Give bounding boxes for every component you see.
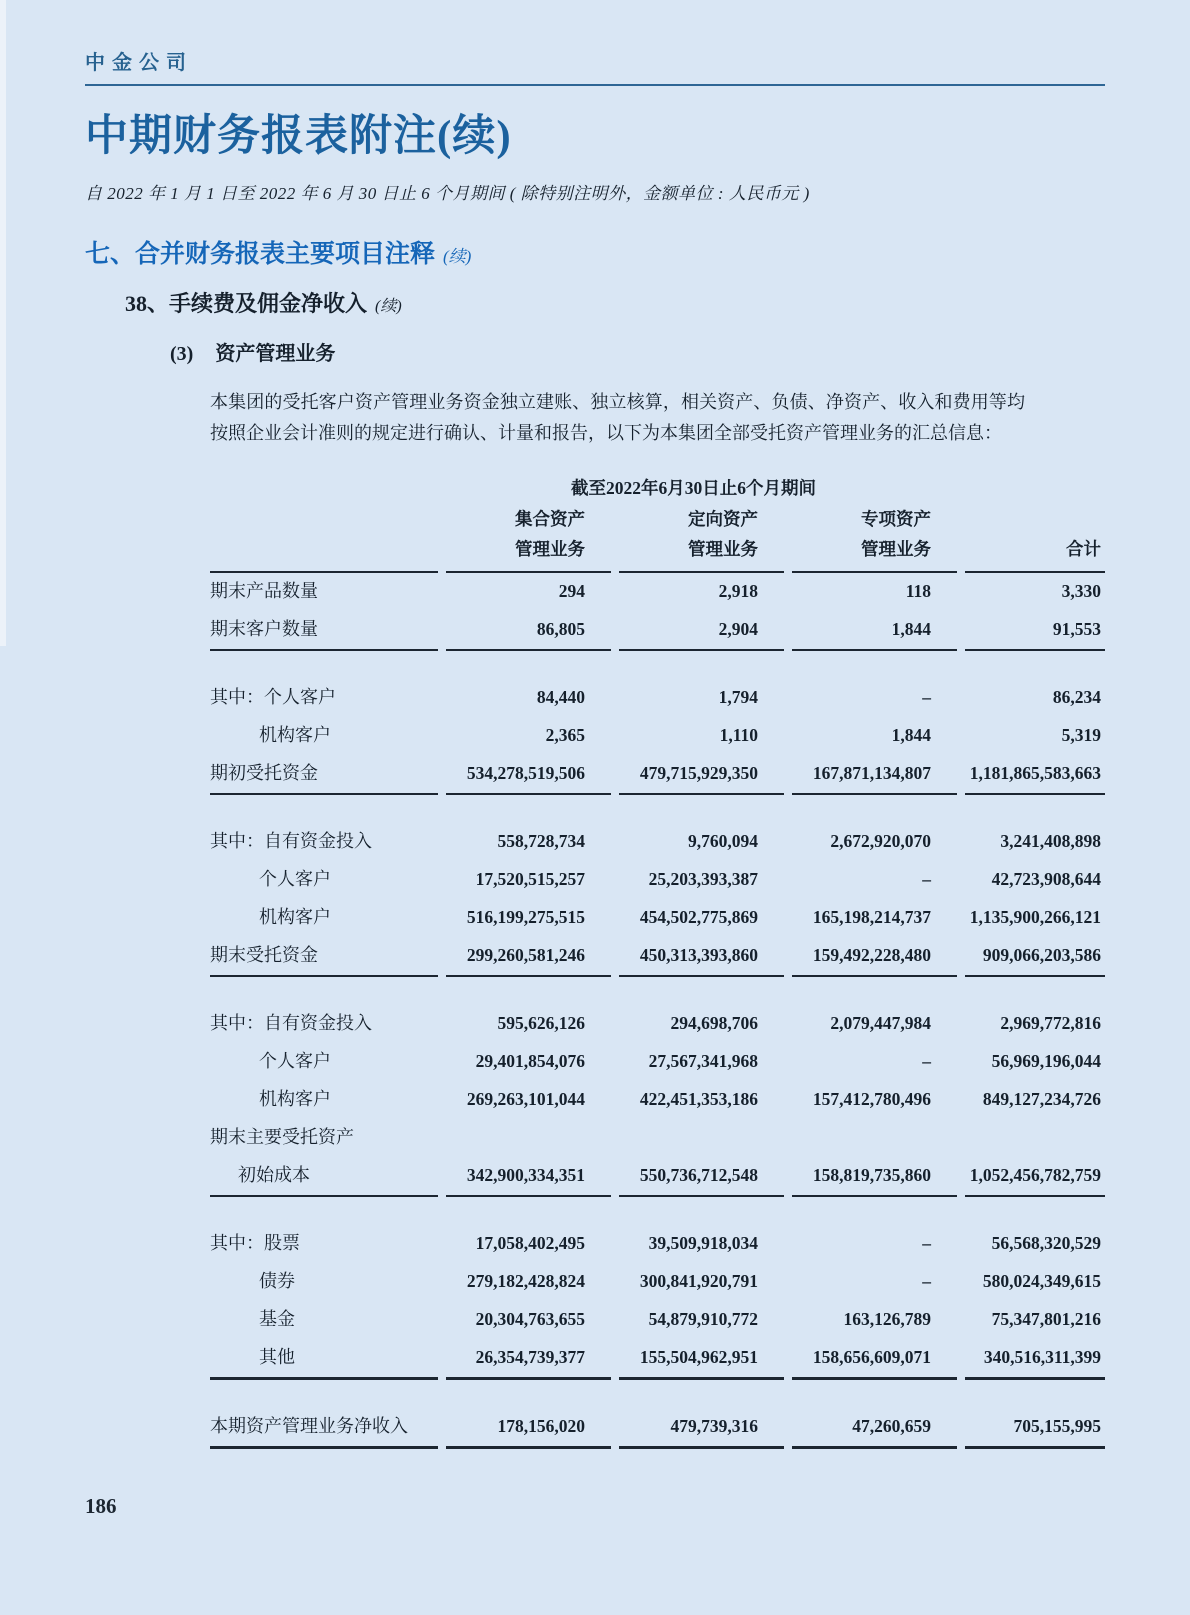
page-edge-artifact <box>0 0 6 646</box>
cell-total: 340,516,311,399 <box>965 1339 1105 1380</box>
cell-total: 1,052,456,782,759 <box>965 1157 1105 1197</box>
cell-directed: 479,739,316 <box>619 1408 784 1449</box>
table-row <box>210 977 1105 1005</box>
column-header-blank <box>210 561 438 573</box>
header-divider <box>85 84 1105 86</box>
table-row <box>210 1119 1105 1157</box>
cell-collective: 84,440 <box>536 687 585 707</box>
cell-special: 157,412,780,496 <box>812 1089 931 1109</box>
table-period-header: 截至2022年6月30日止6个月期间 <box>571 478 816 498</box>
cell-total: 1,135,900,266,121 <box>969 907 1101 927</box>
brand-text: 中金公司 <box>85 52 193 74</box>
cell-total: 75,347,801,216 <box>991 1309 1101 1329</box>
cell-directed: 25,203,393,387 <box>648 869 758 889</box>
column-header-line1: 专项资产 <box>861 509 931 529</box>
row-label: 期末受托资金 <box>210 937 438 977</box>
row-label: 期末主要受托资产 <box>210 1127 354 1147</box>
body-paragraph: 本集团的受托客户资产管理业务资金独立建账、独立核算，相关资产、负债、净资产、收入和费用等均按照企业会计准则的规定进行确认、计量和报告，以下为本集团全部受托资产管理业务的汇总信息： <box>210 392 1025 443</box>
cell-collective <box>446 1143 611 1157</box>
row-label: 机构客户 <box>259 907 331 927</box>
table-row <box>210 679 1105 717</box>
row-label: 期末产品数量 <box>210 581 318 601</box>
table-row <box>210 1263 1105 1301</box>
cell-special: – <box>922 1051 931 1071</box>
cell-total: 56,969,196,044 <box>991 1051 1101 1071</box>
cell-collective: 269,263,101,044 <box>466 1089 585 1109</box>
cell-collective: 20,304,763,655 <box>475 1309 585 1329</box>
column-header-line1: 集合资产 <box>515 509 585 529</box>
cell-collective: 595,626,126 <box>497 1013 585 1033</box>
table-row <box>210 823 1105 861</box>
row-label: 债券 <box>259 1271 295 1291</box>
row-label: 期初受托资金 <box>210 755 438 795</box>
table-column-headers <box>210 507 1105 573</box>
row-label: 期末客户数量 <box>210 611 438 651</box>
page-number: 186 <box>85 1494 117 1518</box>
asset-management-summary-table <box>210 475 1105 1449</box>
cell-special: – <box>922 1233 931 1253</box>
cell-directed: 300,841,920,791 <box>639 1271 758 1291</box>
cell-special: 159,492,228,480 <box>792 937 957 977</box>
row-label: 其中：自有资金投入 <box>210 1013 372 1033</box>
cell-collective: 516,199,275,515 <box>466 907 585 927</box>
continuation-suffix: (续) <box>375 298 402 315</box>
cell-special: 167,871,134,807 <box>792 755 957 795</box>
row-label: 其他 <box>210 1339 438 1380</box>
cell-total: 580,024,349,615 <box>982 1271 1101 1291</box>
cell-directed: 27,567,341,968 <box>648 1051 758 1071</box>
cell-directed: 454,502,775,869 <box>639 907 758 927</box>
cell-special: 2,079,447,984 <box>830 1013 931 1033</box>
column-header-line2: 管理业务 <box>861 539 931 559</box>
table-row <box>210 755 1105 795</box>
cell-directed: 294,698,706 <box>670 1013 758 1033</box>
cell-collective: 86,805 <box>446 611 611 651</box>
cell-special: 1,844 <box>891 725 931 745</box>
section-heading-level3-number: (3) <box>170 343 194 365</box>
column-header-line1 <box>965 507 1101 537</box>
cell-total: 42,723,908,644 <box>991 869 1101 889</box>
cell-collective: 17,058,402,495 <box>475 1233 585 1253</box>
table-row <box>210 1005 1105 1043</box>
table-row <box>210 1043 1105 1081</box>
cell-collective: 2,365 <box>545 725 585 745</box>
cell-special: 165,198,214,737 <box>812 907 931 927</box>
cell-directed: 1,794 <box>718 687 758 707</box>
cell-special: 158,819,735,860 <box>792 1157 957 1197</box>
table-row <box>210 611 1105 651</box>
cell-special: – <box>922 687 931 707</box>
row-label: 其中：个人客户 <box>210 687 336 707</box>
row-label: 机构客户 <box>259 1089 331 1109</box>
section-heading-level3-text: 资产管理业务 <box>215 343 336 365</box>
page-title: 中期财务报表附注(续) <box>85 113 512 160</box>
cell-collective: 279,182,428,824 <box>466 1271 585 1291</box>
cell-special: 47,260,659 <box>792 1408 957 1449</box>
column-header-line2: 管理业务 <box>688 539 758 559</box>
cell-collective: 558,728,734 <box>497 831 585 851</box>
table-row <box>210 1339 1105 1380</box>
column-header-special <box>792 507 957 573</box>
row-label: 个人客户 <box>259 869 331 889</box>
cell-total: 5,319 <box>1061 725 1101 745</box>
cell-special: – <box>922 1271 931 1291</box>
cell-total: 3,241,408,898 <box>1000 831 1101 851</box>
cell-special: 118 <box>905 581 931 601</box>
row-label: 其中：自有资金投入 <box>210 831 372 851</box>
cell-directed: 54,879,910,772 <box>648 1309 758 1329</box>
cell-total: 91,553 <box>965 611 1105 651</box>
table-row <box>210 937 1105 977</box>
row-label: 其中：股票 <box>210 1233 300 1253</box>
cell-special: 163,126,789 <box>843 1309 931 1329</box>
column-header-line2: 合计 <box>1066 539 1101 559</box>
cell-collective: 26,354,739,377 <box>446 1339 611 1380</box>
cell-directed: 2,918 <box>718 581 758 601</box>
cell-special: – <box>922 869 931 889</box>
cell-collective: 342,900,334,351 <box>446 1157 611 1197</box>
row-label: 个人客户 <box>259 1051 331 1071</box>
cell-collective: 299,260,581,246 <box>446 937 611 977</box>
table-row <box>210 573 1105 611</box>
section-heading-level2 <box>125 287 1105 318</box>
section-heading-level1 <box>85 234 1105 270</box>
section-heading-level2-text: 38、手续费及佣金净收入 <box>125 291 368 316</box>
table-row <box>210 1197 1105 1225</box>
column-header-line1: 定向资产 <box>688 509 758 529</box>
table-row <box>210 1408 1105 1449</box>
row-label: 本期资产管理业务净收入 <box>210 1408 438 1449</box>
column-header-total <box>965 507 1105 573</box>
cell-directed: 2,904 <box>619 611 784 651</box>
cell-collective: 294 <box>558 581 585 601</box>
cell-collective: 534,278,519,506 <box>446 755 611 795</box>
table-row <box>210 717 1105 755</box>
cell-special: 1,844 <box>792 611 957 651</box>
table-row <box>210 651 1105 679</box>
row-label: 基金 <box>259 1309 295 1329</box>
cell-total: 86,234 <box>1052 687 1101 707</box>
cell-special: 2,672,920,070 <box>830 831 931 851</box>
cell-total: 849,127,234,726 <box>982 1089 1101 1109</box>
cell-total: 2,969,772,816 <box>1000 1013 1101 1033</box>
table-row <box>210 1157 1105 1197</box>
cell-directed <box>619 1143 784 1157</box>
cell-directed: 1,110 <box>719 725 758 745</box>
cell-special: 158,656,609,071 <box>792 1339 957 1380</box>
row-label: 初始成本 <box>210 1157 438 1197</box>
column-header-collective <box>446 507 611 573</box>
table-row <box>210 1225 1105 1263</box>
row-label: 机构客户 <box>259 725 331 745</box>
page-subtitle: 自 2022 年 1 月 1 日至 2022 年 6 月 30 日止 6 个月期间 ( 除特别注明外，金额单位 : 人民币元 ) <box>85 184 810 203</box>
cell-total: 705,155,995 <box>965 1408 1105 1449</box>
cell-total <box>965 1143 1105 1157</box>
section-heading-level3 <box>170 337 1105 366</box>
cell-directed: 39,509,918,034 <box>648 1233 758 1253</box>
section-heading-level1-text: 七、合并财务报表主要项目注释 <box>85 241 436 268</box>
cell-directed: 550,736,712,548 <box>619 1157 784 1197</box>
table-row <box>210 1301 1105 1339</box>
cell-collective: 17,520,515,257 <box>475 869 585 889</box>
table-row <box>210 861 1105 899</box>
table-row <box>210 795 1105 823</box>
cell-total: 909,066,203,586 <box>965 937 1105 977</box>
cell-collective: 29,401,854,076 <box>475 1051 585 1071</box>
continuation-suffix: (续) <box>443 247 472 266</box>
cell-collective: 178,156,020 <box>446 1408 611 1449</box>
cell-total: 3,330 <box>1061 581 1101 601</box>
cell-directed: 450,313,393,860 <box>619 937 784 977</box>
cell-total: 56,568,320,529 <box>991 1233 1101 1253</box>
table-body <box>210 573 1105 1449</box>
cell-directed: 155,504,962,951 <box>619 1339 784 1380</box>
column-header-directed <box>619 507 784 573</box>
cell-directed: 422,451,353,186 <box>639 1089 758 1109</box>
column-header-line2: 管理业务 <box>515 539 585 559</box>
table-row <box>210 1380 1105 1408</box>
cell-directed: 479,715,929,350 <box>619 755 784 795</box>
table-row <box>210 899 1105 937</box>
cell-total: 1,181,865,583,663 <box>965 755 1105 795</box>
cell-special <box>792 1143 957 1157</box>
table-row <box>210 1081 1105 1119</box>
cell-directed: 9,760,094 <box>688 831 758 851</box>
